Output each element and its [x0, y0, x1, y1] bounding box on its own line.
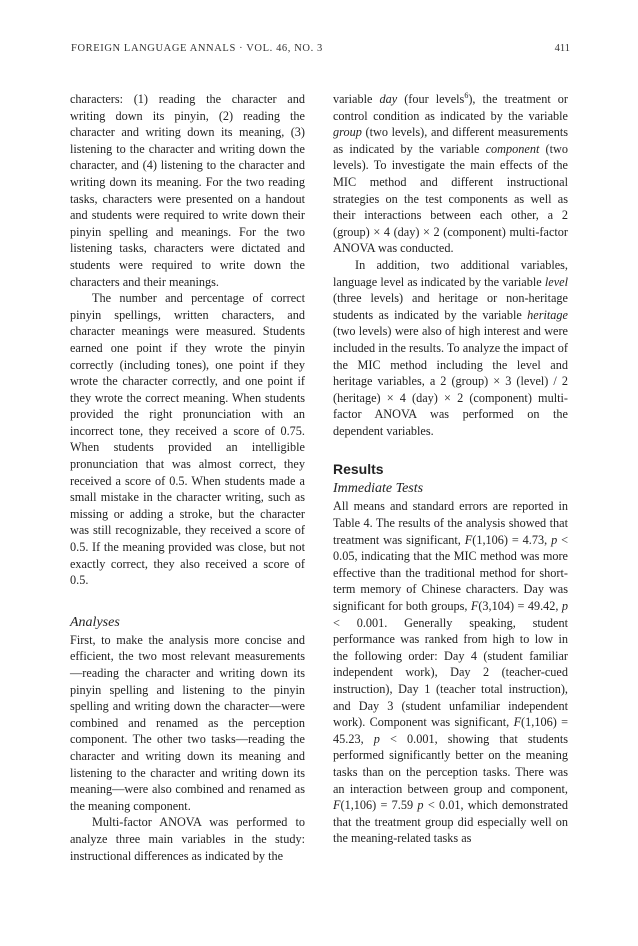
paragraph-immediate-results: All means and standard errors are reported in Table 4. The results of the analysis showed that treatment was significant, F(1,106) = 4.73, p < 0.05, indicating that the MIC method was more effective than the traditional method for short-term memory of Chinese characters. Day was significant for both groups, F(3,104) = 49.42, p < 0.001. Generally speaking, student performance was ranked from high to low in the following order: Day 4 (student familiar independent work), Day 2 (teacher-cued instruction), Day 1 (teacher total instruction), and Day 3 (student unfamiliar independent work). Component was significant, F(1,106) = 45.23, p < 0.001, showing that students performed significantly better on the meaning tasks than on the perception tasks. There was an interaction between group and component, F(1,106) = 7.59 p < 0.01, which demonstrated that the treatment group did especially well on the meaning-related tasks as — [333, 499, 569, 846]
paragraph-anova-intro: Multi-factor ANOVA was performed to analyze three main variables in the study: instructional differences as indicated by the — [70, 815, 305, 863]
results-heading: Results — [333, 461, 384, 478]
analyses-heading: Analyses — [70, 614, 120, 630]
page-number: 411 — [554, 43, 570, 54]
paragraph-scoring: The number and percentage of correct pinyin spellings, written characters, and character meanings were measured. Students earned one point if they wrote the pinyin correctly (including tones), one point if they wrote the character correctly, and one point if they wrote the correct meaning. When students provided the right pronunciation with an incorrect tone, they received a score of 0.75. When students provided an intelligible pronunciation that was almost correct, they received a score of 0.5. When students made a small mistake in the character writing, such as missing or adding a stroke, but the character was still recognizable, they received a score of 0.5. If the meaning provided was close, but not exactly correct, they also received a score of 0.5. — [70, 291, 305, 588]
left-column — [70, 91, 305, 864]
immediate-tests-heading: Immediate Tests — [333, 481, 424, 497]
paragraph-analyses: First, to make the analysis more concise and efficient, the two most relevant measurements—reading the character and writing down its pinyin spelling and listening to the pinyin spelling and writing down the character—were combined and renamed as the perception component. The other two tasks—reading the character and writing down its meaning and listening to the character and writing down its meaning—were also combined and renamed as the meaning component. — [70, 632, 305, 813]
journal-title: FOREIGN LANGUAGE ANNALS · VOL. 46, NO. 3 — [71, 43, 323, 54]
paragraph-tasks: characters: (1) reading the character and writing down its pinyin, (2) reading the character and writing down its meaning, (3) listening to the character and writing down the character, and (4) listening to the character and writing down its meaning. For the two reading tasks, characters were presented on a handout and students were required to write down their pinyin spelling and meanings. For the two listening tasks, characters were dictated and students were required to write down the characters and their meanings. — [70, 92, 305, 289]
paragraph-additional-variables: In addition, two additional variables, language level as indicated by the variable level (three levels) and heritage or non-heritage students as indicated by the variable heritage (two levels) were also of high interest and were included in the results. To analyze the impact of the MIC method including the level and heritage variables, a 2 (group) × 3 (level) / 2 (heritage) × 4 (day) × 2 (component) multi-factor ANOVA was performed on the dependent variables. — [333, 257, 568, 438]
right-column — [333, 91, 568, 847]
paragraph-variables: variable day (four levels$^6$), the treatment or control condition as indicated by the variable group (two levels), and different measurements as indicated by the variable component (two levels). To investigate the main effects of the MIC method and different instructional strategies on the test components as well as their interactions between each other, a 2 (group) × 4 (day) × 2 (component) multi-factor ANOVA was conducted. — [333, 90, 568, 256]
